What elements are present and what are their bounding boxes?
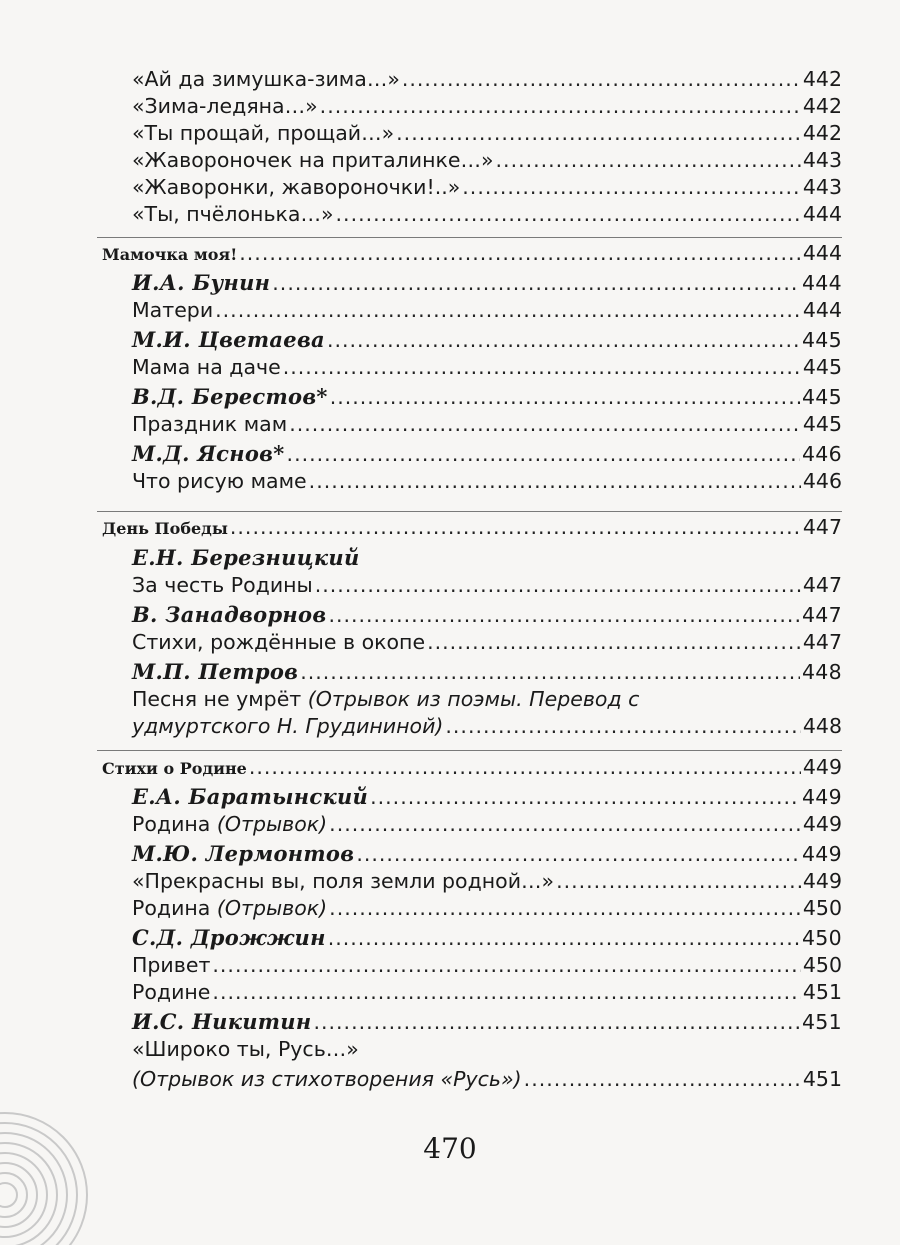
toc-label bbox=[132, 295, 213, 325]
toc-section[interactable] bbox=[102, 752, 842, 782]
toc-author[interactable] bbox=[132, 439, 842, 469]
dot-leader bbox=[215, 295, 801, 325]
toc-label bbox=[132, 809, 327, 839]
toc-label-text: День Победы bbox=[102, 519, 228, 538]
toc-page-number: 450 bbox=[801, 926, 842, 950]
dot-leader bbox=[289, 409, 801, 439]
toc-entry[interactable] bbox=[132, 866, 842, 896]
toc-label-text: Стихи о Родине bbox=[102, 759, 247, 778]
dot-leader bbox=[272, 268, 800, 298]
toc-page-number: 445 bbox=[801, 385, 842, 409]
toc-entry[interactable] bbox=[132, 627, 842, 657]
toc-page-number: 444 bbox=[802, 202, 842, 226]
dot-leader bbox=[212, 977, 800, 1007]
toc-label-text: «Широко ты, Русь…» bbox=[132, 1037, 359, 1061]
toc-label-text: И.С. Никитин bbox=[132, 1009, 312, 1034]
toc-label bbox=[132, 118, 394, 148]
toc-label-text: «Ай да зимушка-зима…» bbox=[132, 67, 400, 91]
page-number: 470 bbox=[423, 1132, 477, 1165]
dot-leader bbox=[329, 893, 801, 923]
toc-entry[interactable] bbox=[132, 64, 842, 94]
toc-page-number: 447 bbox=[802, 630, 842, 654]
toc-label-text: С.Д. Дрожжин bbox=[132, 925, 326, 950]
toc-page-number: 451 bbox=[802, 980, 842, 1004]
toc-label-text: Родина bbox=[132, 812, 217, 836]
dot-leader bbox=[300, 657, 800, 687]
toc-label bbox=[132, 657, 298, 687]
toc-entry[interactable] bbox=[132, 1064, 842, 1094]
toc-page-number: 447 bbox=[801, 603, 842, 627]
dot-leader bbox=[239, 238, 801, 268]
dot-leader bbox=[309, 466, 801, 496]
dot-leader bbox=[283, 352, 801, 382]
toc-label bbox=[132, 627, 425, 657]
section-divider bbox=[97, 511, 842, 512]
toc-page-number: 442 bbox=[802, 94, 842, 118]
toc-label-text: «Жаворонки, жавороночки!..» bbox=[132, 175, 461, 199]
toc-page-number: 446 bbox=[801, 442, 842, 466]
toc-page-number: 442 bbox=[802, 67, 842, 91]
toc-label-text: Мамочка моя! bbox=[102, 245, 238, 264]
toc-page-number: 444 bbox=[802, 298, 842, 322]
toc-page-number: 445 bbox=[801, 328, 842, 352]
dot-leader bbox=[328, 600, 800, 630]
toc-entry[interactable] bbox=[132, 91, 842, 121]
toc-label-text: М.Д. Яснов* bbox=[132, 441, 285, 466]
toc-entry[interactable] bbox=[132, 977, 842, 1007]
toc-entry[interactable] bbox=[132, 172, 842, 202]
dot-leader bbox=[462, 172, 801, 202]
dot-leader bbox=[370, 782, 800, 812]
toc-label bbox=[132, 950, 210, 980]
toc-label bbox=[102, 754, 247, 784]
toc-page-number: 447 bbox=[802, 573, 842, 597]
toc-label bbox=[132, 687, 639, 711]
toc-label bbox=[132, 600, 326, 630]
toc-page-number: 449 bbox=[802, 812, 842, 836]
dot-leader bbox=[402, 64, 801, 94]
toc-author[interactable] bbox=[132, 325, 842, 355]
toc-label bbox=[132, 268, 270, 298]
toc-label-text: Песня не умрёт bbox=[132, 687, 308, 711]
toc-page-number: 449 bbox=[802, 755, 842, 779]
toc-entry[interactable] bbox=[132, 809, 842, 839]
dot-leader bbox=[524, 1064, 801, 1094]
toc-page-number: 448 bbox=[801, 660, 842, 684]
toc-label-text: «Жавороночек на приталинке…» bbox=[132, 148, 494, 172]
toc-page-number: 445 bbox=[802, 412, 842, 436]
dot-leader bbox=[496, 145, 801, 175]
toc-page-number: 442 bbox=[802, 121, 842, 145]
toc-label bbox=[132, 543, 360, 573]
dot-leader bbox=[427, 627, 801, 657]
toc-label-text: Мама на даче bbox=[132, 355, 281, 379]
toc-entry[interactable] bbox=[132, 711, 842, 741]
toc-label-text: В.Д. Берестов* bbox=[132, 384, 328, 409]
toc-label-text: «Ты, пчёлонька…» bbox=[132, 202, 334, 226]
toc-page-number: 449 bbox=[801, 842, 842, 866]
dot-leader bbox=[287, 439, 800, 469]
toc-label-text: «Прекрасны вы, поля земли родной…» bbox=[132, 869, 555, 893]
toc-label-note: (Отрывок) bbox=[216, 896, 328, 920]
toc-label-text: Родина bbox=[132, 896, 217, 920]
toc-entry[interactable] bbox=[132, 570, 842, 600]
toc-author[interactable] bbox=[132, 782, 842, 812]
dot-leader bbox=[336, 199, 801, 229]
toc-label-text: Е.Н. Березницкий bbox=[132, 545, 360, 570]
toc-label bbox=[132, 439, 285, 469]
toc-label bbox=[132, 325, 325, 355]
toc-author[interactable] bbox=[132, 600, 842, 630]
toc-page-number: 450 bbox=[802, 896, 842, 920]
toc-label bbox=[132, 782, 368, 812]
toc-label bbox=[132, 145, 494, 175]
toc-entry[interactable] bbox=[132, 950, 842, 980]
toc-label bbox=[132, 570, 313, 600]
dot-leader bbox=[320, 91, 801, 121]
toc-entry[interactable] bbox=[132, 199, 842, 229]
toc-author bbox=[132, 543, 842, 573]
toc-label-text: Матери bbox=[132, 298, 214, 322]
toc-label-text: И.А. Бунин bbox=[132, 270, 271, 295]
toc-entry[interactable] bbox=[132, 409, 842, 439]
toc-page-number: 451 bbox=[801, 1010, 842, 1034]
toc-author[interactable] bbox=[132, 839, 842, 869]
toc-label-note: (Отрывок) bbox=[216, 812, 328, 836]
toc-label bbox=[132, 923, 326, 953]
toc-page-number: 450 bbox=[802, 953, 842, 977]
toc-label bbox=[132, 64, 400, 94]
toc-page-number: 443 bbox=[802, 148, 842, 172]
dot-leader bbox=[327, 325, 800, 355]
toc-label-text: Праздник мам bbox=[132, 412, 288, 436]
toc-label-text: М.И. Цветаева bbox=[132, 327, 325, 352]
section-divider bbox=[97, 237, 842, 238]
toc-label bbox=[132, 866, 554, 896]
toc-author[interactable] bbox=[132, 657, 842, 687]
toc-entry[interactable] bbox=[132, 295, 842, 325]
toc-author[interactable] bbox=[132, 923, 842, 953]
toc-entry[interactable] bbox=[132, 893, 842, 923]
toc-label-text: «Ты прощай, прощай…» bbox=[132, 121, 395, 145]
toc-entry[interactable] bbox=[132, 352, 842, 382]
toc-label bbox=[132, 352, 281, 382]
toc-author[interactable] bbox=[132, 382, 842, 412]
toc-label-note: (Отрывок из стихотворения «Русь») bbox=[132, 1067, 522, 1091]
toc-label bbox=[132, 172, 460, 202]
toc-label bbox=[132, 466, 307, 496]
toc-label bbox=[132, 1037, 359, 1061]
toc-page-number: 444 bbox=[802, 241, 842, 265]
toc-label-text: Стихи, рождённые в окопе bbox=[132, 630, 426, 654]
toc-section[interactable] bbox=[102, 238, 842, 268]
toc-page-number: 451 bbox=[802, 1067, 842, 1091]
toc-page-number: 447 bbox=[802, 515, 842, 539]
toc-label bbox=[132, 977, 210, 1007]
toc-page-number: 445 bbox=[802, 355, 842, 379]
toc-author[interactable] bbox=[132, 1007, 842, 1037]
dot-leader bbox=[212, 950, 800, 980]
toc-label-text: За честь Родины bbox=[132, 573, 313, 597]
dot-leader bbox=[445, 711, 800, 741]
dot-leader bbox=[356, 839, 800, 869]
dot-leader bbox=[329, 809, 801, 839]
dot-leader bbox=[315, 570, 801, 600]
toc-section[interactable] bbox=[102, 512, 842, 542]
toc-label bbox=[132, 409, 287, 439]
toc-label bbox=[132, 711, 443, 741]
toc-label bbox=[132, 382, 328, 412]
toc-entry-line bbox=[132, 1034, 359, 1064]
dot-leader bbox=[249, 752, 801, 782]
toc-label bbox=[132, 893, 327, 923]
toc-label bbox=[102, 240, 237, 270]
toc-label-text: М.Ю. Лермонтов bbox=[132, 841, 355, 866]
toc-page-number: 449 bbox=[801, 785, 842, 809]
toc-label bbox=[132, 199, 334, 229]
toc-label-text: В. Занадворнов bbox=[132, 602, 327, 627]
toc-label-text: Привет bbox=[132, 953, 211, 977]
toc-label-text: Что рисую маме bbox=[132, 469, 307, 493]
dot-leader bbox=[230, 512, 801, 542]
toc-page-number: 443 bbox=[802, 175, 842, 199]
toc-page-number: 446 bbox=[802, 469, 842, 493]
toc-page-number: 448 bbox=[802, 714, 842, 738]
toc-label bbox=[102, 514, 228, 544]
toc-label bbox=[132, 1007, 311, 1037]
toc-label bbox=[132, 91, 318, 121]
dot-leader bbox=[556, 866, 801, 896]
dot-leader bbox=[328, 923, 800, 953]
toc-label bbox=[132, 1064, 522, 1094]
dot-leader bbox=[330, 382, 800, 412]
toc-author[interactable] bbox=[132, 268, 842, 298]
toc-page-number: 444 bbox=[801, 271, 842, 295]
toc-label-text: М.П. Петров bbox=[132, 659, 299, 684]
toc-label-text: «Зима-ледяна…» bbox=[132, 94, 318, 118]
dot-leader bbox=[396, 118, 801, 148]
toc-label bbox=[132, 839, 354, 869]
toc-entry[interactable] bbox=[132, 118, 842, 148]
section-divider bbox=[97, 750, 842, 751]
toc-label-text: Е.А. Баратынский bbox=[132, 784, 369, 809]
toc-entry-line bbox=[132, 684, 639, 714]
toc-label-text: Родине bbox=[132, 980, 211, 1004]
toc-entry[interactable] bbox=[132, 466, 842, 496]
toc-label-note: (Отрывок из поэмы. Перевод с bbox=[307, 687, 640, 711]
dot-leader bbox=[313, 1007, 799, 1037]
toc-entry[interactable] bbox=[132, 145, 842, 175]
toc-label-note: удмуртского Н. Грудининой) bbox=[132, 714, 444, 738]
toc-page-number: 449 bbox=[802, 869, 842, 893]
